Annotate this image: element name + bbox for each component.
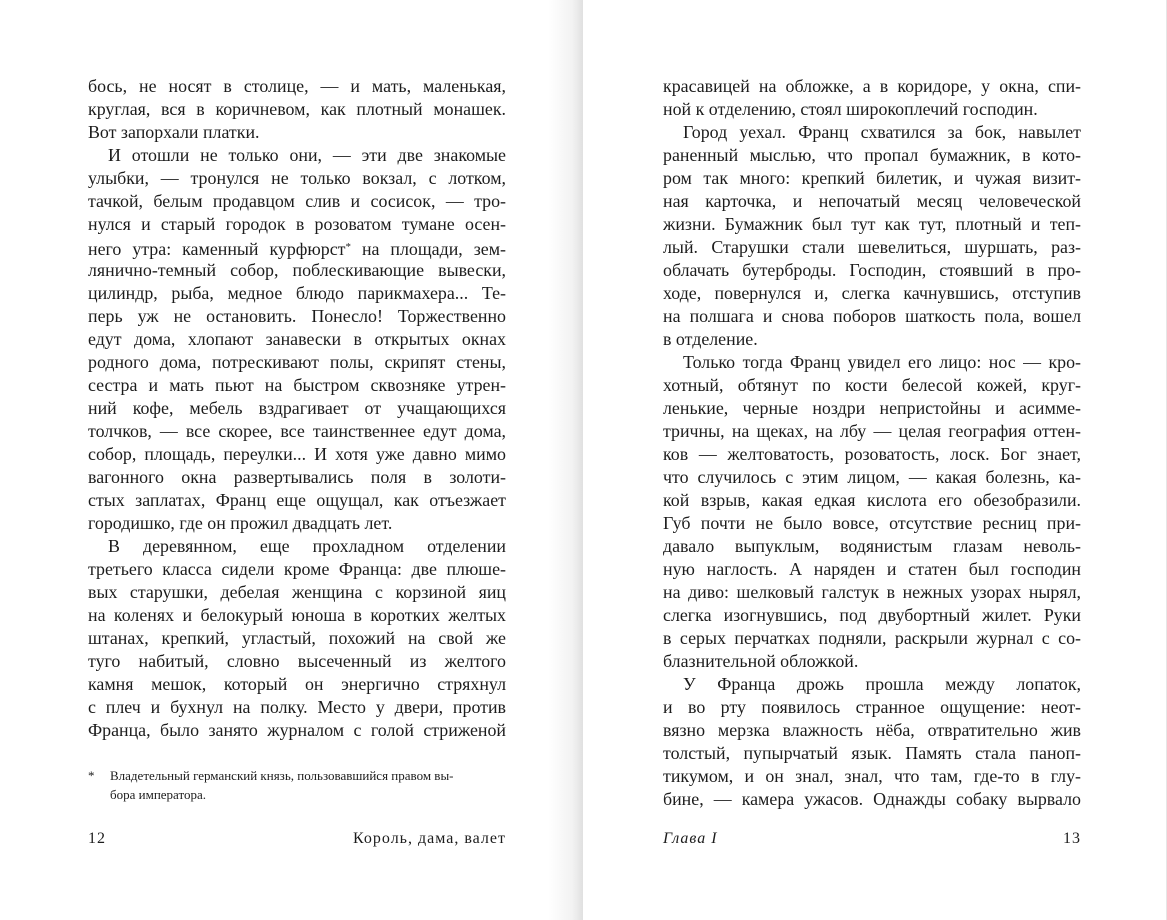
- text-line: в серых перчатках подняли, раскрыли журнал с со-: [663, 628, 1081, 648]
- left-page: [0, 0, 583, 920]
- text-line: ром так много: крепкий билетик, и чужая визит-: [663, 168, 1081, 188]
- text-line: толстый, пупырчатый язык. Память стала паноп-: [663, 743, 1081, 763]
- text-line: круглая, вся в коричневом, как плотный монашек.: [88, 99, 506, 119]
- running-title: Глава I: [663, 830, 718, 847]
- text-line: штанах, крепкий, угластый, похожий на свой же: [88, 628, 506, 648]
- footnote-line: [88, 766, 506, 785]
- footnote-text: Владетельный германский князь, пользовавшийся правом вы-: [110, 768, 454, 783]
- text-line: Вот запорхали платки.: [88, 122, 260, 142]
- text-line: тикумом, и он знал, знал, что там, где-то в глу-: [663, 766, 1081, 786]
- text-line: сестра и мать пьют на быстром сквозняке утрен-: [88, 375, 506, 395]
- text-line: ной к отделению, стоял широкоплечий господин.: [663, 99, 1038, 119]
- text-line: лянично-темный собор, поблескивающие вывески,: [88, 260, 506, 280]
- text-line: раненный мыслью, что пропал бумажник, в кото-: [663, 145, 1081, 165]
- text-line: вязно мерзка влажность нёба, отвратительно жив: [663, 720, 1081, 740]
- text-line: туго набитый, словно высеченный из желтого: [88, 651, 506, 671]
- footnote-line: бора императора.: [110, 787, 207, 802]
- right-page-text: [663, 75, 1081, 811]
- text-line: бось, не носят в столице, — и мать, маленькая,: [88, 76, 506, 96]
- text-line: ленькие, черные ноздри непристойны и асимме-: [663, 398, 1081, 418]
- text-line: него утра: каменный курфюрст* на площади, зем-: [88, 239, 506, 259]
- text-line: блазнительной обложкой.: [663, 651, 859, 671]
- footnote: [88, 766, 506, 804]
- text-line: перь уж не остановить. Понесло! Торжественно: [88, 306, 506, 326]
- text-line: едут дома, хлопают занавески в открытых окнах: [88, 329, 506, 349]
- gutter-shadow-left: [548, 0, 583, 920]
- text-line: И отошли не только они, — эти две знакомые: [108, 145, 506, 165]
- text-line: ков — желтоватость, розоватость, лоск. Бог знает,: [663, 444, 1081, 464]
- text-line: тричны, на щеках, на лбу — целая география оттен-: [663, 421, 1081, 441]
- left-page-text: [88, 75, 506, 742]
- text-line: камня мешок, который он энергично стряхнул: [88, 674, 506, 694]
- text-line: и во рту появилось странное ощущение: неот-: [663, 697, 1081, 717]
- text-line: улыбки, — тронулся не только вокзал, с лотком,: [88, 168, 506, 188]
- text-line: лый. Старушки стали шевелиться, шуршать, раз-: [663, 237, 1081, 257]
- text-line: облачать бутерброды. Господин, стоявший в про-: [663, 260, 1081, 280]
- text-line: Только тогда Франц увидел его лицо: нос — кро-: [683, 352, 1081, 372]
- footnote-reference: *: [345, 241, 351, 253]
- text-line: кой взрыв, какая едкая кислота его обезобразили.: [663, 490, 1081, 510]
- text-line: с плеч и бухнул на полку. Место у двери, против: [88, 697, 506, 717]
- page-number: 13: [1063, 830, 1081, 847]
- page-number: 12: [88, 830, 106, 847]
- text-line: Губ почти не было вовсе, отсутствие ресниц при-: [663, 513, 1081, 533]
- text-line: ходе, повернулся и, слегка качнувшись, отступив: [663, 283, 1081, 303]
- text-line: толчков, — все скорее, все таинственнее едут дома,: [88, 421, 506, 441]
- text-line: ную наглость. А наряден и статен был господин: [663, 559, 1081, 579]
- text-line: тачкой, белым продавцом слив и сосисок, — тро-: [88, 191, 506, 211]
- text-line: ная карточка, и непочатый месяц человеческой: [663, 191, 1081, 211]
- text-line: городишко, где он прожил двадцать лет.: [88, 513, 393, 533]
- text-line: слегка изогнувшись, под двубортный жилет. Руки: [663, 605, 1081, 625]
- text-line: собор, площадь, переулки... И хотя уже давно мимо: [88, 444, 506, 464]
- text-line: бине, — камера ужасов. Однажды собаку вырвало: [663, 789, 1081, 809]
- text-line: жизни. Бумажник был тут как тут, плотный и теп-: [663, 214, 1081, 234]
- text-line: что случилось с этим лицом, — какая болезнь, ка-: [663, 467, 1081, 487]
- running-title: Король, дама, валет: [353, 830, 506, 847]
- text-line: цилиндр, рыба, медное блюдо парикмахера... Те-: [88, 283, 506, 303]
- text-line: на коленях и белокурый юноша в коротких желтых: [88, 605, 506, 625]
- text-line: давало выпуклым, водянистым глазам неволь-: [663, 536, 1081, 556]
- text-line: В деревянном, еще прохладном отделении: [108, 536, 506, 556]
- text-line: хотный, обтянут по кости белесой кожей, круг-: [663, 375, 1081, 395]
- text-line: ний кофе, мебель вздрагивает от учащающихся: [88, 398, 506, 418]
- footnote-mark: *: [88, 768, 95, 783]
- text-line: стых заплатах, Франц еще ощущал, как отъезжает: [88, 490, 506, 510]
- text-line: У Франца дрожь прошла между лопаток,: [683, 674, 1081, 694]
- right-page: [583, 0, 1167, 920]
- text-line: красавицей на обложке, а в коридоре, у окна, спи-: [663, 76, 1081, 96]
- text-line: третьего класса сидели кроме Франца: две плюше-: [88, 559, 506, 579]
- text-line: Франца, было занято журналом с голой стриженой: [88, 720, 506, 740]
- text-line: нулся и старый городок в розоватом тумане осен-: [88, 214, 506, 234]
- text-line: вагонного окна развертывались поля в золоти-: [88, 467, 506, 487]
- text-line: вых старушки, дебелая женщина с корзиной яиц: [88, 582, 506, 602]
- text-line: на полшага и снова поборов шаткость пола, вошел: [663, 306, 1081, 326]
- text-line: в отделение.: [663, 329, 758, 349]
- text-line: Город уехал. Франц схватился за бок, навылет: [683, 122, 1081, 142]
- text-line: на диво: шелковый галстук в нежных узорах нырял,: [663, 582, 1081, 602]
- text-line: родного дома, потрескивают полы, скрипят стены,: [88, 352, 506, 372]
